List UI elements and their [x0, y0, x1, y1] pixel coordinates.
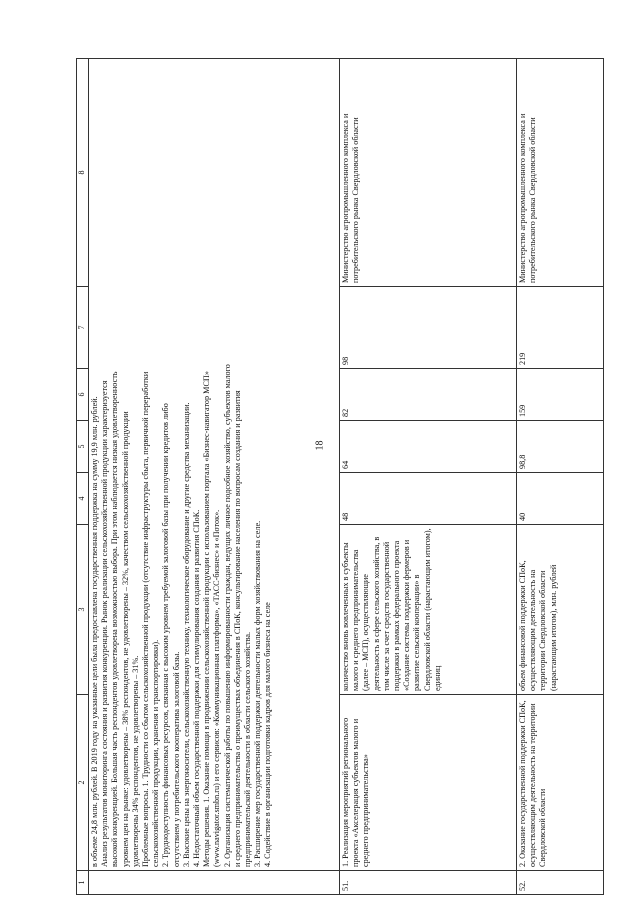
text-line: и среднего предпринимательства о преимуществах объединения в СПоК, консультирование населения по вопросам создания и развития: [232, 390, 242, 867]
text-line: сельскохозяйственной продукции, хранения и транспортировки).: [151, 639, 161, 867]
row-number: 51.: [340, 871, 517, 895]
responsible-cell: Министерство агропромышленного комплекса и потребительского рынка Свердловской области: [517, 59, 604, 287]
text-line: в объеме 24,8 млн. рублей. В 2019 году на указанные цели была предоставлена государственная поддержка на сумму 19,9 млн. рублей.: [90, 396, 99, 867]
value-cell: 159: [517, 369, 604, 421]
text-line: 4. Содействие в организации подготовки кадров для малого бизнеса на селе: [263, 602, 273, 867]
text-line: (www.navigator.smbn.ru) и его сервисов: «Коммуникационная платформа», «ТАСС-бизнес» и «Поток».: [212, 509, 222, 867]
page-number: 18: [314, 440, 326, 451]
header-cell: 5: [77, 421, 89, 473]
value-cell: 48: [340, 473, 517, 525]
text-line: отсутствием у потребительского кооператива залоговой базы.: [171, 651, 181, 867]
text-line: удовлетворены 34% респондентов, не удовлетворены – 31%.: [130, 655, 140, 867]
text-line: Анализ результатов мониторинга состояния и развития конкуренции. Рынок реализации сельскохозяйственной продукции характеризуется: [100, 380, 110, 867]
text-line: 3. Высокие цены на энергоносители, сельскохозяйственную технику, технологическое оборудование и другие средства механизации.: [181, 402, 191, 867]
table-row: [517, 59, 604, 895]
empty-cell: [89, 871, 340, 895]
event-cell: 2. Оказание государственной поддержки СПоК, осуществляющим деятельность на территории Свердловской области: [517, 695, 604, 871]
text-line: уровнем цен на рынке: удовлетворены – 38% респондентов, не удовлетворены – 32%, качеством сельскохозяйственной продукции: [120, 411, 130, 867]
text-line: 2. Труднодоступность финансовых ресурсов, связанная с высоким уровнем требуемой залоговой базы при получении кредитов либо: [161, 403, 171, 867]
header-cell: 6: [77, 369, 89, 421]
table-row: [340, 59, 517, 895]
text-line: предпринимательской деятельности в области сельского хозяйства.: [243, 631, 253, 867]
header-cell: 3: [77, 525, 89, 695]
indicator-table: [76, 58, 604, 895]
header-cell: 7: [77, 287, 89, 369]
header-cell: 8: [77, 59, 89, 287]
value-cell: 98,8: [517, 421, 604, 473]
value-cell: 98: [340, 287, 517, 369]
row-number: 52.: [517, 871, 604, 895]
header-row: [77, 59, 89, 895]
responsible-cell: Министерство агропромышленного комплекса и потребительского рынка Свердловской области: [340, 59, 517, 287]
value-cell: 40: [517, 473, 604, 525]
header-cell: 1: [77, 871, 89, 895]
text-line: Методы решения. 1. Оказание помощи в продвижении сельскохозяйственной продукции с использованием портала «Бизнес-навигатор МСП»: [202, 371, 212, 867]
text-line: 4. Недостаточный объем государственной поддержки для стимулирования создания и развития СПоК.: [192, 509, 202, 867]
value-cell: 219: [517, 287, 604, 369]
indicator-cell: количество вновь вовлеченных в субъекты малого и среднего предпринимательства (далее – МСП), осуществляющие деятельность в сфере сельского хозяйства, в том числе за счет средств государственной поддержки в рамках федерального проекта «Создание системы поддержки фермеров и развитие сельской кооперации» в Свердловской области (нарастающим итогом), единиц: [340, 525, 517, 695]
header-cell: 2: [77, 695, 89, 871]
text-line: высокой конкуренцией. Большая часть респондентов удовлетворена возможностью выбора. При этом наблюдается низкая удовлетворенность: [110, 371, 120, 867]
value-cell: 64: [340, 421, 517, 473]
rotated-table-frame: [76, 59, 604, 895]
continuation-text: [89, 59, 340, 871]
event-cell: 1. Реализация мероприятий регионального проекта «Акселерация субъектов малого и среднего предпринимательства»: [340, 695, 517, 871]
continuation-row: [89, 59, 340, 895]
text-line: 2. Организация систематической работы по повышению информированности граждан, ведущих личное подсобное хозяйство, субъектов малого: [222, 364, 232, 867]
text-line: 3. Расширение мер государственной поддержки деятельности малых форм хозяйствования на селе.: [253, 520, 263, 867]
indicator-cell: объем финансовой поддержки СПоК, осуществляющим деятельность на территории Свердловской области (нарастающим итогом), млн. рублей: [517, 525, 604, 695]
header-cell: 4: [77, 473, 89, 525]
text-line: Проблемные вопросы. 1. Трудности со сбытом сельскохозяйственной продукции (отсутствие инфраструктуры сбыта, первичной переработки: [141, 371, 151, 867]
value-cell: 82: [340, 369, 517, 421]
